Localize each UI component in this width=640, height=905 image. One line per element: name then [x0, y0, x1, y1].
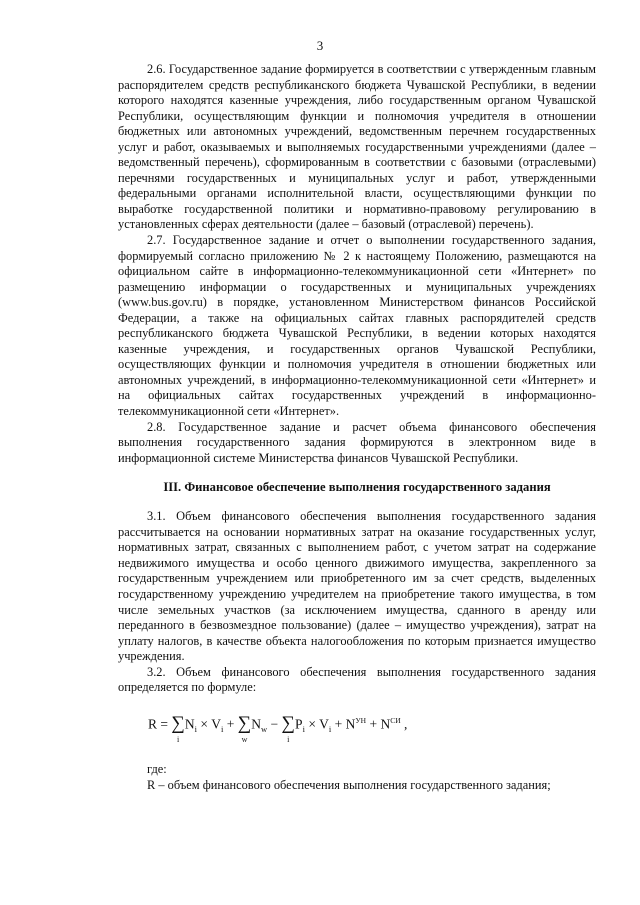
- definition-r: R – объем финансового обеспечения выполнения государственного задания;: [147, 777, 551, 792]
- paragraph-3-2: 3.2. Объем финансового обеспечения выполнения государственного задания определяется по формуле:: [118, 664, 596, 695]
- sum-operator: ∑ i: [281, 713, 296, 745]
- paragraph-2-8: 2.8. Государственное задание и расчет объема финансового обеспечения выполнения государственного задания формируются в электронном виде в информационной системе Министерства финансов Чувашской Республики.: [118, 419, 596, 465]
- document-body: [118, 62, 596, 793]
- sum-operator: ∑ w: [237, 713, 252, 745]
- sum-operator: ∑ i: [171, 713, 185, 745]
- page-number: 3: [316, 38, 324, 53]
- formula: R = ∑ i $N_i \times V_i$ + ∑ w $N_w$ − ∑ i $P_i \times V_i + N^{УН} + N^{СИ}$ ,: [148, 713, 408, 745]
- formula-lhs: R =: [148, 716, 168, 732]
- paragraph-3-1: 3.1. Объем финансового обеспечения выполнения государственного задания рассчитывается на основании нормативных затрат на оказание государственных услуг, нормативных затрат, связанных с выполнением работ, с учетом затрат на содержание недвижимого имущества и особо ценного движимого имущества, закрепленного за государственным учреждением или приобретенного им за счет средств, выделенных государственному учреждению учредителем на приобретение такого имущества, в том числе земельных участков (за исключением имущества, сданного в аренду или переданного в безвозмездное пользование) (далее – имущество учреждения), затрат на уплату налогов, в качестве объекта налогообложения по которым признается имущество учреждения.: [118, 509, 596, 664]
- where-label: где:: [147, 761, 167, 776]
- section-heading: III. Финансовое обеспечение выполнения государственного задания: [163, 480, 551, 495]
- paragraph-2-6: 2.6. Государственное задание формируется в соответствии с утвержденным главным распорядителем средств республиканского бюджета Чувашской Республики, в ведении которого находятся казенные учреждения, либо государственным органом Чувашской Республики, осуществляющим функции и полномочия учредителя в отношении бюджетных или автономных учреждений, ведомственным перечнем государственных услуг и работ, оказываемых и выполняемых государственными учреждениями (далее – ведомственный перечень), сформированным в соответствии с базовыми (отраслевыми) перечнями государственных и муниципальных услуг и работ, утвержденными федеральными органами исполнительной власти, осуществляющими функции по выработке государственной политики и нормативно-правовому регулированию в установленных сферах деятельности (далее – базовый (отраслевой) перечень).: [118, 62, 596, 232]
- paragraph-2-7: 2.7. Государственное задание и отчет о выполнении государственного задания, формируемый согласно приложению № 2 к настоящему Положению, размещаются на официальном сайте в информационно-телекоммуникационной сети «Интернет» по размещению информации о государственных и муниципальных учреждениях (www.bus.gov.ru) в порядке, установленном Министерством финансов Российской Федерации, а также на официальных сайтах главных распорядителей средств республиканского бюджета Чувашской Республики, в ведении которых находятся казенные учреждения, и государственных органов Чувашской Республики, осуществляющих функции и полномочия учредителя в отношении бюджетных или автономных учреждений, в информационно-телекоммуникационной сети «Интернет» и на официальных сайтах государственных учреждений в информационно-телекоммуникационной сети «Интернет».: [118, 233, 596, 419]
